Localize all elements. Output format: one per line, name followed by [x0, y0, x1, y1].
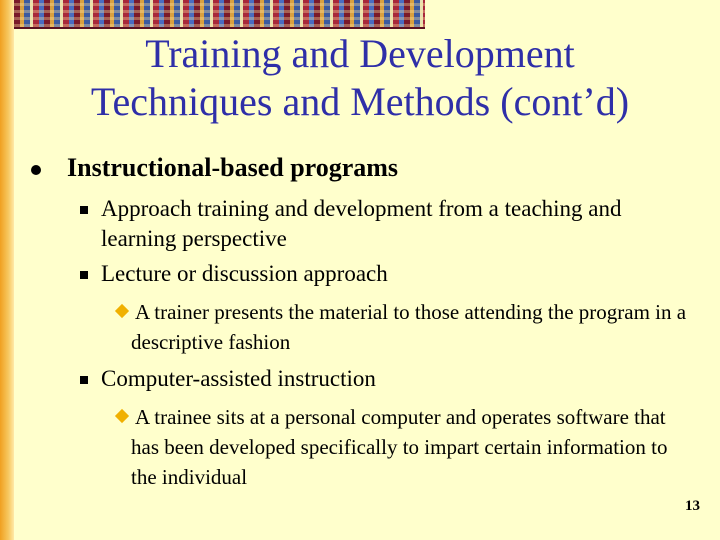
banner-pattern — [14, 0, 425, 27]
title-line-2: Techniques and Methods (cont’d) — [90, 79, 630, 124]
left-decorative-band — [0, 0, 14, 540]
level1-bullet-dot — [31, 165, 41, 175]
sub-bullet-3-detail: A trainee sits at a personal computer and operates software that has been developed specifically to impart certain information to the individual — [131, 405, 668, 489]
level2-bullet-square — [80, 376, 88, 384]
sub-bullet-2-detail: A trainer presents the material to those attending the program in a descriptive fashion — [131, 300, 687, 354]
level3-diamond-bullet — [115, 304, 129, 318]
level2-bullet-square — [80, 271, 88, 279]
slide-title — [40, 30, 680, 126]
level2-bullet-square — [80, 206, 88, 214]
sub-bullet-2-text: Lecture or discussion approach — [101, 261, 388, 286]
decorative-banner — [14, 0, 425, 29]
sub-bullet-1-text: Approach training and development from a teaching and learning perspective — [101, 196, 622, 251]
page-number: 13 — [685, 498, 700, 514]
title-line-1: Training and Development — [145, 31, 575, 76]
level3-diamond-bullet — [115, 409, 129, 423]
sub-bullet-3-text: Computer-assisted instruction — [101, 366, 376, 391]
main-bullet-text: Instructional-based programs — [67, 153, 399, 182]
